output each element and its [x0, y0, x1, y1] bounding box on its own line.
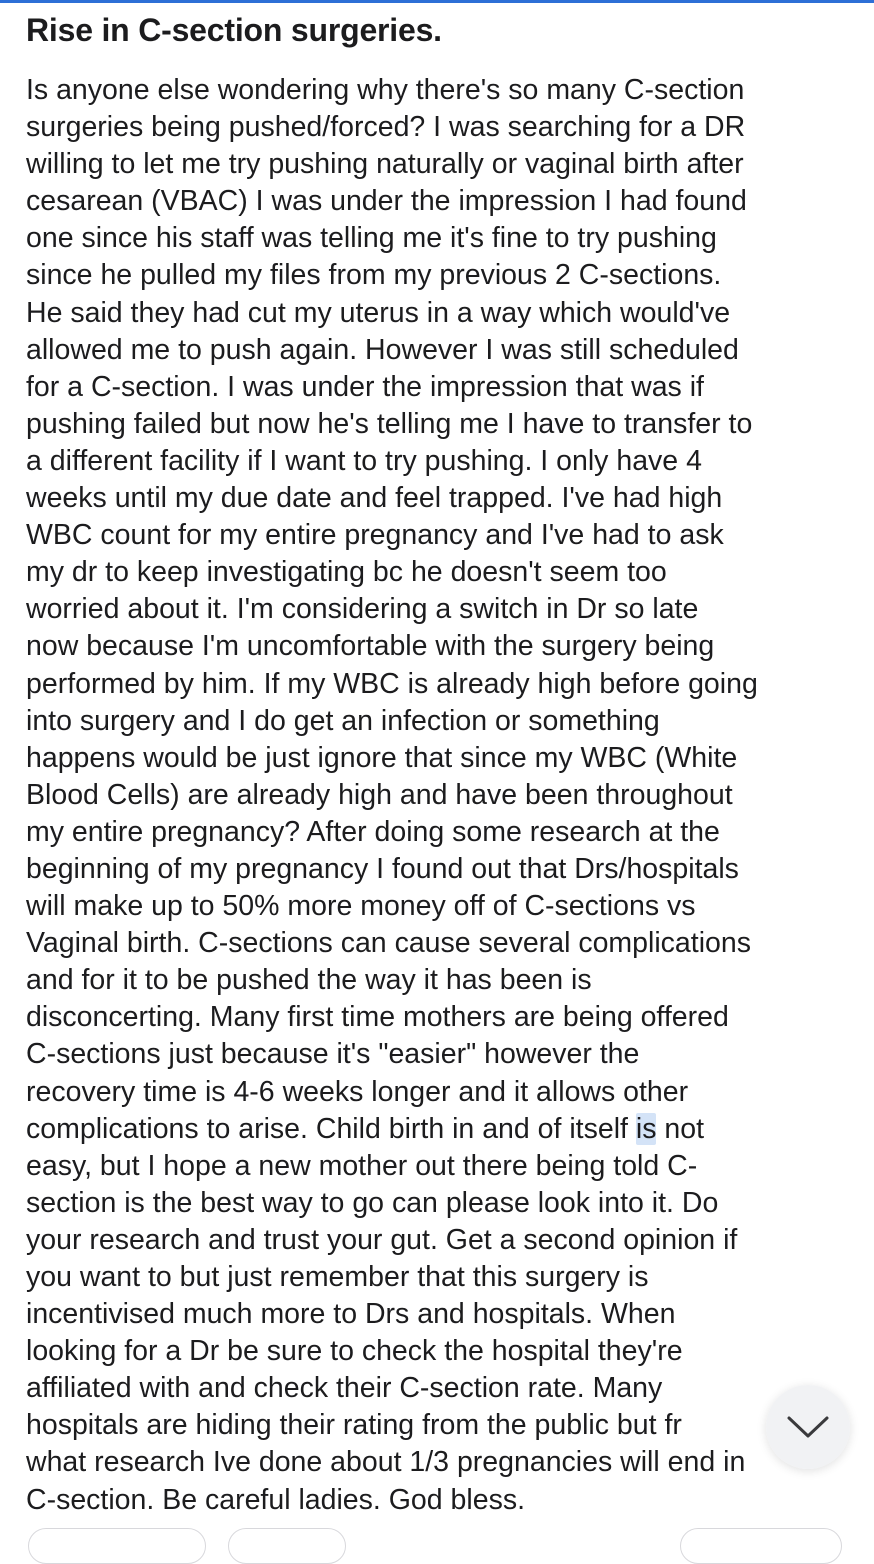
action-pill-button[interactable] [680, 1528, 842, 1564]
post-body-line: happens would be just ignore that since my WBC (White [26, 741, 738, 774]
post [26, 8, 856, 1519]
post-body-line: worried about it. I'm considering a switch in Dr so late [26, 593, 699, 626]
post-body-line: WBC count for my entire pregnancy and I've had to ask [26, 519, 724, 552]
post-body-text: complications to arise. Child birth in and of itself [26, 1112, 636, 1145]
post-body-line: Blood Cells) are already high and have been throughout [26, 778, 733, 811]
post-body-line: since he pulled my files from my previous 2 C-sections. [26, 259, 722, 292]
post-body-line: disconcerting. Many first time mothers are being offered [26, 1001, 729, 1034]
post-body-line: C-section. Be careful ladies. God bless. [26, 1483, 525, 1516]
post-body-line: will make up to 50% more money off of C-sections vs [26, 890, 696, 923]
post-body-line: hospitals are hiding their rating from the public but fr [26, 1409, 682, 1442]
scroll-down-button[interactable] [766, 1385, 850, 1469]
post-body-text: not [656, 1112, 705, 1145]
post-body-line: my entire pregnancy? After doing some research at the [26, 815, 720, 848]
post-body-line: incentivised much more to Drs and hospitals. When [26, 1298, 676, 1331]
post-body-line: affiliated with and check their C-section rate. Many [26, 1372, 663, 1405]
post-body-line: my dr to keep investigating bc he doesn't seem too [26, 556, 667, 589]
post-body-line: you want to but just remember that this surgery is [26, 1261, 649, 1293]
post-body-line: beginning of my pregnancy I found out that Drs/hospitals [26, 852, 739, 885]
post-body-line: a different facility if I want to try pushing. I only have 4 [26, 444, 702, 477]
action-pill-button[interactable] [28, 1528, 206, 1564]
chevron-down-icon [786, 1414, 830, 1440]
post-body-line: into surgery and I do get an infection or something [26, 704, 660, 737]
post-body-line: surgeries being pushed/forced? I was searching for a DR [26, 111, 746, 144]
post-body-line: what research Ive done about 1/3 pregnancies will end in [26, 1446, 746, 1479]
post-body-line: willing to let me try pushing naturally or vaginal birth after [26, 148, 744, 181]
post-body-line: weeks until my due date and feel trapped. I've had high [26, 482, 723, 515]
post-body-line: one since his staff was telling me it's fine to try pushing [26, 222, 717, 255]
action-bar [0, 1528, 874, 1542]
post-body-line: C-sections just because it's "easier" however the [26, 1038, 640, 1071]
post-body-line: cesarean (VBAC) I was under the impression I had found [26, 185, 747, 218]
action-pill-button[interactable] [228, 1528, 346, 1564]
post-body-line: He said they had cut my uterus in a way which would've [26, 296, 731, 329]
post-body-line: your research and trust your gut. Get a second opinion if [26, 1223, 738, 1256]
post-body-line: Is anyone else wondering why there's so many C-section [26, 74, 745, 106]
post-body-line: looking for a Dr be sure to check the hospital they're [26, 1335, 683, 1368]
top-accent-bar [0, 0, 874, 3]
post-body-line: section is the best way to go can please look into it. Do [26, 1186, 719, 1219]
post-body-line: for a C-section. I was under the impression that was if [26, 370, 704, 403]
post-body[interactable] [26, 72, 856, 1519]
post-body-line: allowed me to push again. However I was still scheduled [26, 333, 739, 366]
post-body-line: now because I'm uncomfortable with the surgery being [26, 630, 715, 663]
post-body-line: and for it to be pushed the way it has been is [26, 964, 592, 997]
post-body-line: easy, but I hope a new mother out there being told C- [26, 1149, 698, 1182]
post-body-line-with-selection [26, 1111, 856, 1148]
post-title: Rise in C-section surgeries. [26, 12, 442, 48]
post-body-line: Vaginal birth. C-sections can cause several complications [26, 927, 751, 960]
selected-text[interactable]: is [635, 1112, 657, 1145]
post-body-line: recovery time is 4-6 weeks longer and it allows other [26, 1075, 689, 1108]
post-body-line: performed by him. If my WBC is already high before going [26, 667, 758, 700]
post-body-line: pushing failed but now he's telling me I have to transfer to [26, 407, 753, 440]
